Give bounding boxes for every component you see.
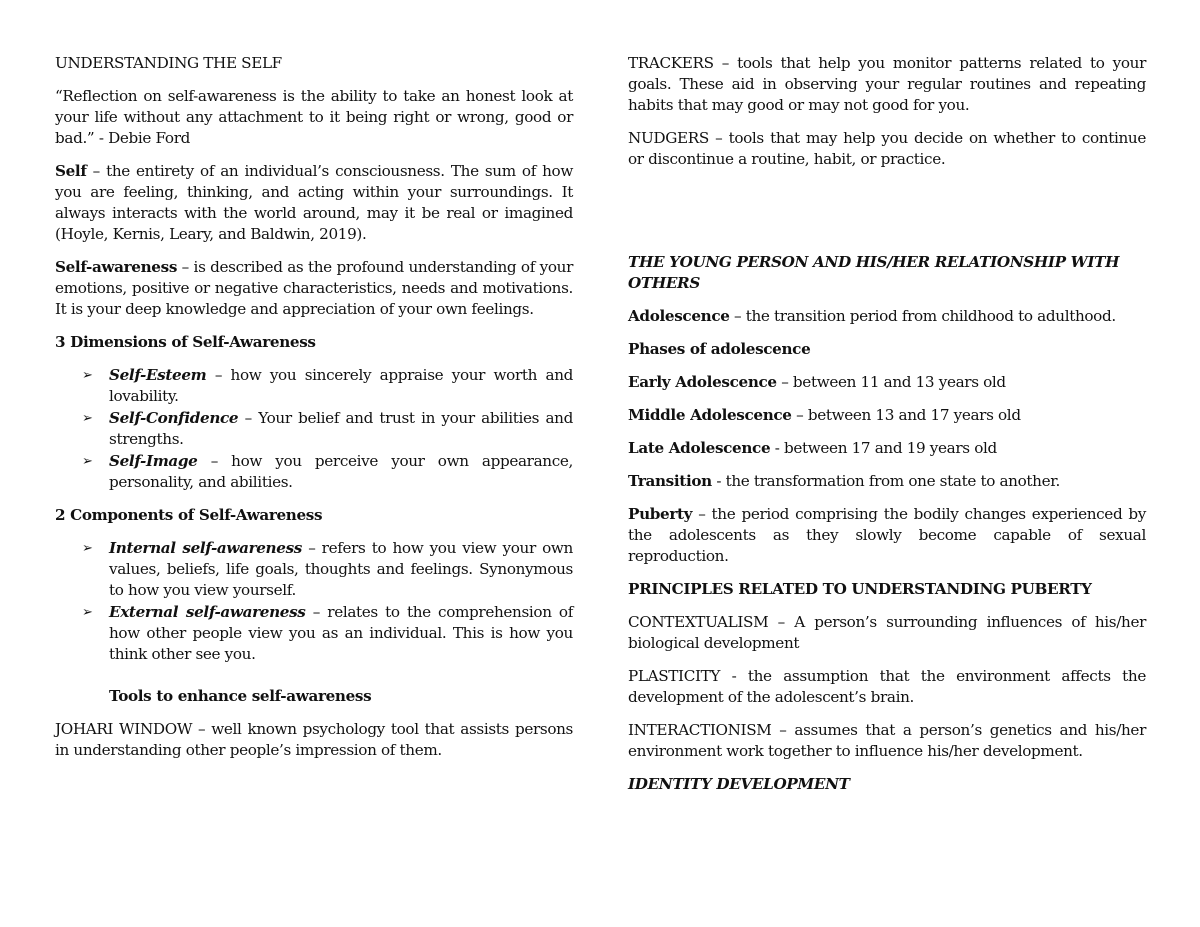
johari-window: JOHARI WINDOW – well known psychology tool that assists persons in understanding other people’s impression of them. <box>55 720 573 759</box>
quote: “Reflection on self-awareness is the ability to take an honest look at your life without any attachment to it being right or wrong, good or bad.” - Debie Ford <box>55 87 573 147</box>
right-column <box>628 53 1146 807</box>
self-term: Self <box>55 162 87 180</box>
left-column <box>55 53 573 773</box>
adolescence-definition: Adolescence – the transition period from childhood to adulthood. <box>628 307 1116 325</box>
arrow-bullet-icon: ➢ <box>82 411 93 426</box>
early-adolescence: Early Adolescence – between 11 and 13 years old <box>628 373 1006 391</box>
late-adolescence: Late Adolescence - between 17 and 19 years old <box>628 439 997 457</box>
identity-development-heading: IDENTITY DEVELOPMENT <box>628 775 850 793</box>
nudgers: NUDGERS – tools that may help you decide on whether to continue or discontinue a routine, habit, or practice. <box>628 129 1146 168</box>
dimensions-heading: 3 Dimensions of Self-Awareness <box>55 333 316 351</box>
principles-heading: PRINCIPLES RELATED TO UNDERSTANDING PUBERTY <box>628 580 1092 598</box>
components-heading: 2 Components of Self-Awareness <box>55 506 323 524</box>
contextualism: CONTEXTUALISM – A person’s surrounding influences of his/her biological development <box>628 613 1146 652</box>
title: UNDERSTANDING THE SELF <box>55 54 282 72</box>
list-item: ➢ Internal self-awareness – refers to how you view your own values, beliefs, life goals, thoughts and feelings. Synonymous to how you view yourself. <box>82 539 573 599</box>
list-item: ➢ Self-Image – how you perceive your own appearance, personality, and abilities. <box>82 452 573 491</box>
trackers: TRACKERS – tools that help you monitor patterns related to your goals. These aid in observing your regular routines and repeating habits that may good or may not good for you. <box>628 54 1146 114</box>
dimensions-list <box>55 365 573 493</box>
arrow-bullet-icon: ➢ <box>82 605 93 620</box>
plasticity: PLASTICITY - the assumption that the environment affects the development of the adolescent’s brain. <box>628 667 1146 706</box>
self-def: – the entirety of an individual’s consciousness. The sum of how you are feeling, thinking, and acting within your surroundings. It always interacts with the world around, may it be real or imagined (Hoyle, Kernis, Leary, and Baldwin, 2019). <box>55 162 573 243</box>
arrow-bullet-icon: ➢ <box>82 541 93 556</box>
self-awareness-term: Self-awareness <box>55 258 178 276</box>
interactionism: INTERACTIONISM – assumes that a person’s genetics and his/her environment work together to influence his/her development. <box>628 721 1146 760</box>
self-awareness-definition <box>55 257 573 320</box>
arrow-bullet-icon: ➢ <box>82 454 93 469</box>
self-definition <box>55 161 573 245</box>
self-awareness-def: – is described as the profound understanding of your emotions, positive or negative characteristics, needs and motivations. It is your deep knowledge and appreciation of your own feelings. <box>55 258 573 318</box>
middle-adolescence: Middle Adolescence – between 13 and 17 years old <box>628 406 1021 424</box>
list-item: ➢ External self-awareness – relates to the comprehension of how other people view you as an individual. This is how you think other see you. <box>82 603 573 663</box>
puberty-definition: Puberty – the period comprising the bodily changes experienced by the adolescents as they slowly become capable of sexual reproduction. <box>628 505 1146 565</box>
section-title: THE YOUNG PERSON AND HIS/HER RELATIONSHIP WITH OTHERS <box>628 253 1120 292</box>
components-list <box>55 538 573 665</box>
list-item: ➢ Self-Confidence – Your belief and trust in your abilities and strengths. <box>82 409 573 448</box>
list-item: ➢ Self-Esteem – how you sincerely appraise your worth and lovability. <box>82 366 573 405</box>
transition-definition: Transition - the transformation from one state to another. <box>628 472 1060 490</box>
phases-heading: Phases of adolescence <box>628 340 811 358</box>
tools-heading: Tools to enhance self-awareness <box>109 687 372 705</box>
arrow-bullet-icon: ➢ <box>82 368 93 383</box>
